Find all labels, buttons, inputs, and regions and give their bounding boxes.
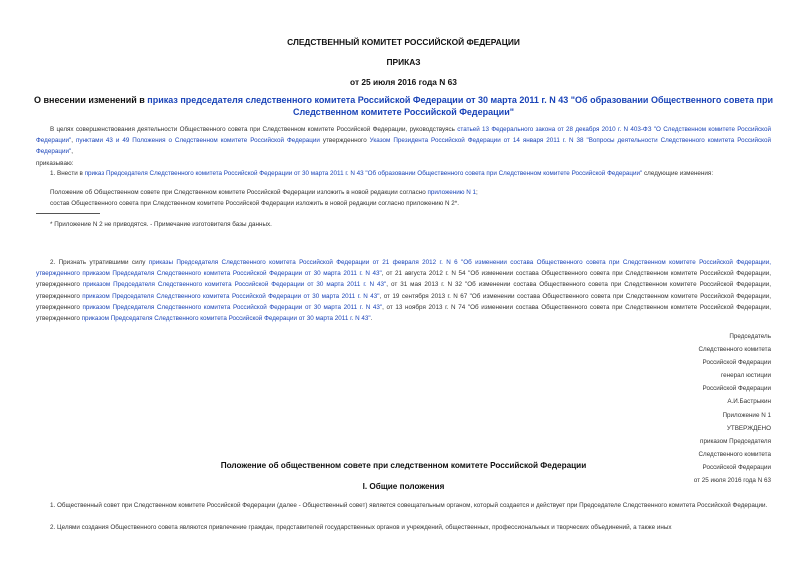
title-text: О внесении изменений в (34, 95, 148, 105)
section-1-title: I. Общие положения (362, 482, 445, 491)
preamble-paragraph (36, 124, 771, 169)
signature-line: Российской Федерации (702, 359, 771, 367)
order-word: приказываю: (36, 159, 74, 167)
footnote-separator (36, 213, 100, 214)
item2-text-1: 2. Признать утратившими силу (50, 259, 149, 266)
item2-text-3: , от 31 мая 2013 г. N 32 "Об изменении состава Общественного совета при Следственном комитете Российской Федерации, утвержденного (36, 281, 771, 300)
preamble-link-decree[interactable]: Указом Президента Российской Федерации от 14 января 2011 г. N 38 "Вопросы деятельности Следственного комитета Российской Федерации" (36, 137, 772, 156)
signature-line: Следственного комитета (698, 346, 771, 354)
paragraph-1: 1. Общественный совет при Следственном комитете Российской Федерации (далее - Общественный совет) является совещательным органом, который создается и действует при Председателе Следственного комитета Российской Федерации. (50, 502, 768, 509)
item2-text-5: , от 13 ноября 2013 г. N 74 "Об изменении состава Общественного совета при Следственном комитете Российской Федерации, утвержденного (36, 303, 771, 323)
date-number-heading: от 25 июля 2016 года N 63 (350, 77, 457, 87)
preamble-text-1: В целях совершенствования деятельности Общественного совета при Следственном комитете Российской Федерации, руководствуясь (50, 126, 458, 133)
signature-line: Российской Федерации (702, 385, 771, 393)
item1-link-order[interactable]: приказ Председателя Следственного комитета Российской Федерации от 30 марта 2011 г. N 43 "Об образовании Общественного совета при Следственном комитете Российской Федерации" (84, 170, 643, 177)
item1-sub1-end: ; (476, 189, 478, 196)
authority-heading: СЛЕДСТВЕННЫЙ КОМИТЕТ РОССИЙСКОЙ ФЕДЕРАЦИИ (287, 37, 520, 47)
item2-text-4: , от 19 сентября 2013 г. N 67 "Об изменении состава Общественного совета при Следственном комитете Российской Федерации, утвержденного (36, 292, 771, 311)
preamble-text-4: , (71, 148, 73, 156)
appendix-line: приказом Председателя (700, 437, 771, 445)
preamble-text-2: , (71, 137, 76, 145)
appendix-line: от 25 июля 2016 года N 63 (693, 477, 771, 485)
item1-text-1: 1. Внести в (50, 170, 85, 177)
preamble-link-regulation[interactable]: пунктами 43 и 49 Положения о Следственном комитете Российской Федерации (75, 137, 320, 145)
regulation-title: Положение об общественном совете при следственном комитете Российской Федерации (220, 461, 587, 470)
appendix-1-link[interactable]: приложению N 1 (427, 189, 477, 196)
signature-line: Председатель (729, 333, 771, 340)
footnote: * Приложение N 2 не приводятся. - Примечание изготовителя базы данных. (50, 221, 272, 228)
title-link[interactable]: приказ председателя следственного комитета Российской Федерации от 30 марта 2011 г. N 43 "Об образовании Общественного совета при Следственном комитете Российской Федерации" (147, 95, 773, 117)
item2-link-3[interactable]: приказом Председателя Следственного комитета Российской Федерации от 30 марта 2011 г. N 43" (82, 292, 380, 300)
item2-link-5[interactable]: приказом Председателя Следственного комитета Российской Федерации от 30 марта 2011 г. N 43" (81, 315, 371, 323)
item-1-paragraph (36, 168, 771, 179)
item-1-sub-2: состав Общественного совета при Следственном комитете Российской Федерации изложить в новой редакции согласно приложению N 2*. (50, 200, 459, 207)
appendix-line: Следственного комитета (698, 450, 771, 458)
item2-link-2[interactable]: приказом Председателя Следственного комитета Российской Федерации от 30 марта 2011 г. N 43" (82, 281, 387, 289)
preamble-link-law[interactable]: статьей 13 Федерального закона от 28 декабря 2010 г. N 403-ФЗ "О Следственном комитете Российской Федерации" (36, 126, 771, 145)
item2-link-1[interactable]: приказы Председателя Следственного комитета Российской Федерации от 21 февраля 2012 г. N 6 "Об изменении состава Общественного совета при Следственном комитете Российской Федерации, утвержденного приказом Председателя Следственного комитета Российской Федерации от 30 марта 2011 г. N 43" (36, 259, 771, 278)
signature-line: А.И.Бастрыкин (727, 398, 771, 406)
appendix-line: Российской Федерации (702, 463, 771, 471)
item1-sub1-text: Положение об Общественном совете при Следственном комитете Российской Федерации изложить в новой редакции согласно (50, 189, 428, 196)
item1-text-2: следующие изменения: (642, 170, 714, 177)
appendix-line: УТВЕРЖДЕНО (726, 424, 771, 432)
doc-type-heading: ПРИКАЗ (386, 57, 421, 67)
item-1-sub-1 (36, 187, 771, 198)
paragraph-2: 2. Целями создания Общественного совета являются привлечение граждан, представителей государственных органов и учреждений, общественных, профессиональных и творческих объединений, а также иных (50, 524, 672, 531)
item2-text-2: , от 21 августа 2012 г. N 54 "Об изменении состава Общественного совета при Следственном комитете Российской Федерации, утвержденного (36, 270, 771, 289)
document-title (30, 94, 777, 118)
appendix-line: Приложение N 1 (722, 411, 771, 419)
item2-link-4[interactable]: приказом Председателя Следственного комитета Российской Федерации от 30 марта 2011 г. N 43" (82, 303, 383, 311)
preamble-text-3: утвержденного (319, 137, 370, 145)
item-2-paragraph (36, 257, 771, 324)
signature-line: генерал юстиции (721, 372, 771, 380)
item2-text-6: . (370, 315, 373, 323)
